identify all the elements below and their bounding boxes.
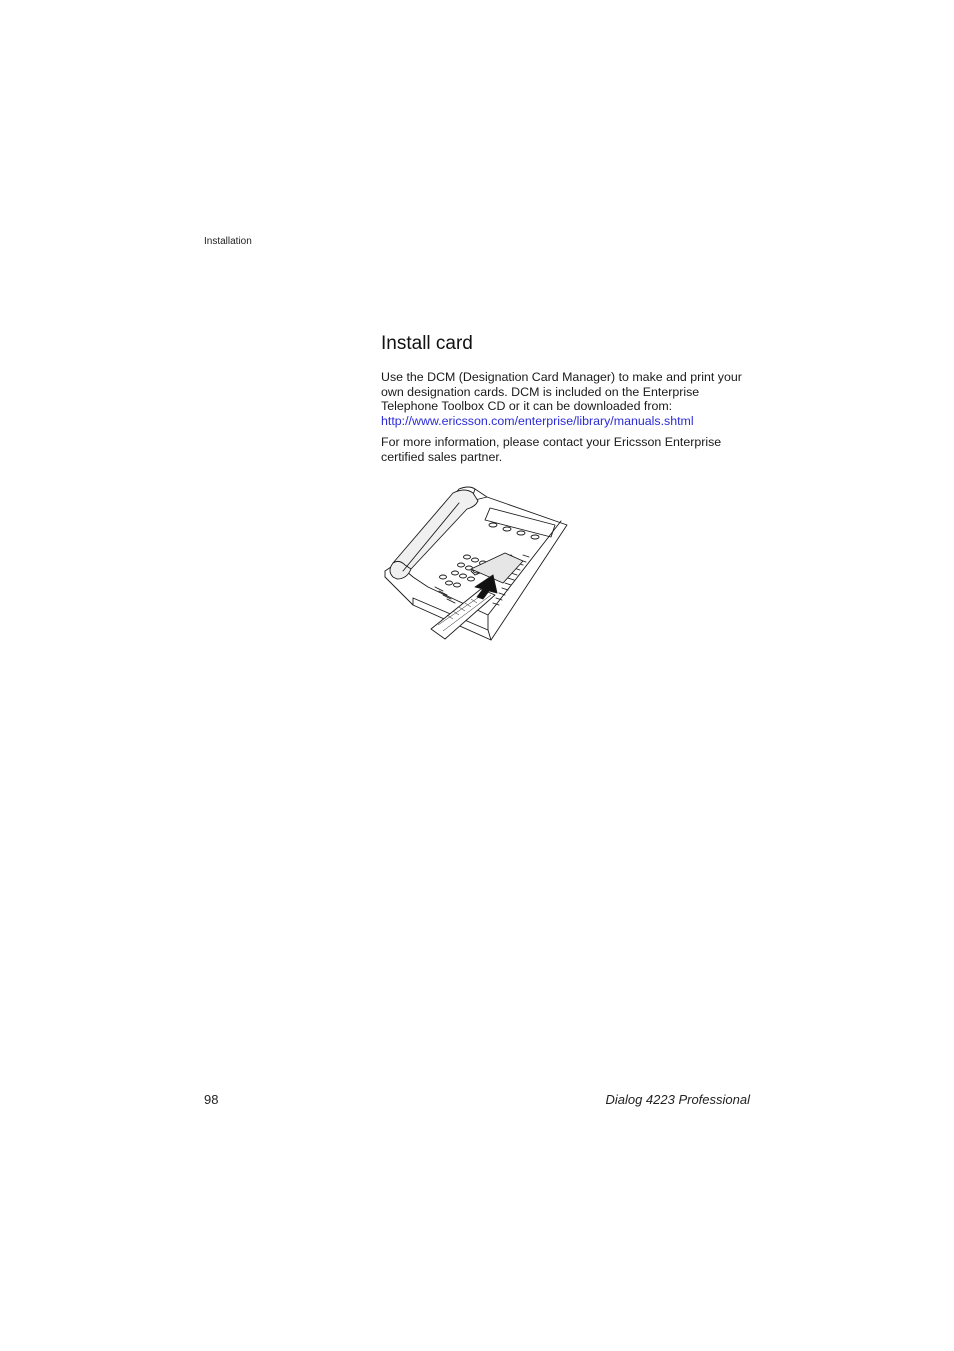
dcm-paragraph-text: Use the DCM (Designation Card Manager) to make and print your own designation cards. DCM is included on the Enterprise Telephone Toolbox CD or it can be downloaded from: (381, 370, 742, 414)
section-label: Installation (204, 236, 252, 247)
main-content (381, 333, 753, 472)
dcm-paragraph (381, 370, 753, 428)
product-name: Dialog 4223 Professional (605, 1092, 750, 1107)
page-number: 98 (204, 1092, 219, 1107)
contact-paragraph: For more information, please contact your Ericsson Enterprise certified sales partner. (381, 435, 722, 464)
download-link[interactable]: http://www.ericsson.com/enterprise/library/manuals.shtml (381, 413, 694, 428)
phone-card-illustration (383, 485, 573, 645)
page-title: Install card (381, 333, 473, 354)
